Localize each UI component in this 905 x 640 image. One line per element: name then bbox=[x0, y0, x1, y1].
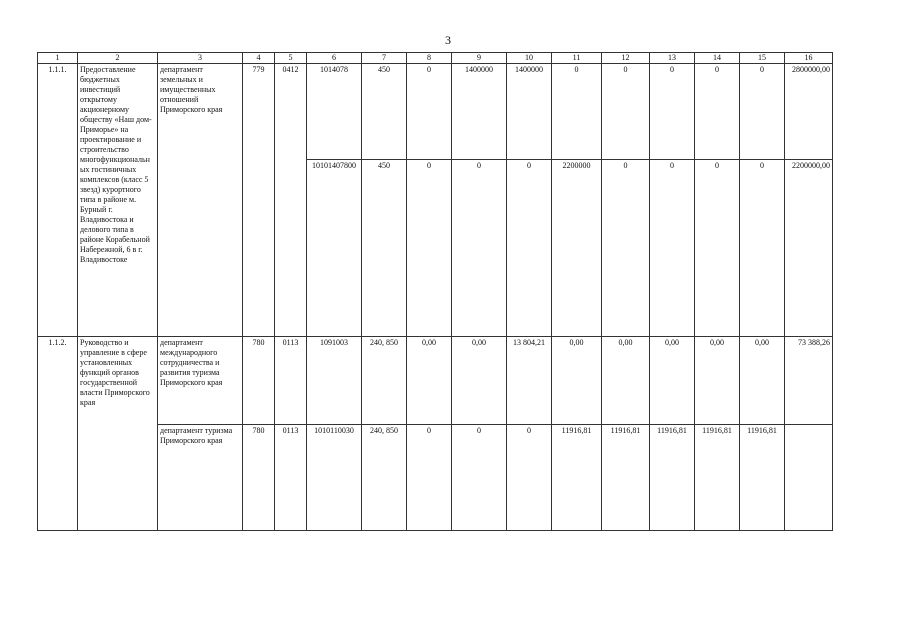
column-header: 16 bbox=[785, 53, 833, 64]
cell-c4: 779 bbox=[243, 64, 275, 337]
cell-c6: 1014078 bbox=[307, 64, 362, 160]
cell-c8: 0 bbox=[407, 160, 452, 337]
cell-c13: 0,00 bbox=[650, 337, 695, 425]
cell-c12: 0 bbox=[602, 64, 650, 160]
cell-c10: 0 bbox=[507, 425, 552, 531]
row-number: 1.1.1. bbox=[38, 64, 78, 337]
column-header: 8 bbox=[407, 53, 452, 64]
cell-c9: 0 bbox=[452, 425, 507, 531]
cell-c16: 2800000,00 bbox=[785, 64, 833, 160]
page-number: 3 bbox=[445, 33, 451, 47]
cell-c12: 0,00 bbox=[602, 337, 650, 425]
cell-c11: 11916,81 bbox=[552, 425, 602, 531]
cell-c11: 0,00 bbox=[552, 337, 602, 425]
cell-c7: 240, 850 bbox=[362, 425, 407, 531]
column-header: 10 bbox=[507, 53, 552, 64]
cell-c15: 0,00 bbox=[740, 337, 785, 425]
header-row bbox=[38, 53, 833, 64]
cell-c9: 0 bbox=[452, 160, 507, 337]
cell-c10: 13 804,21 bbox=[507, 337, 552, 425]
cell-c16: 2200000,00 bbox=[785, 160, 833, 337]
cell-c12: 0 bbox=[602, 160, 650, 337]
cell-c14: 11916,81 bbox=[695, 425, 740, 531]
cell-c9: 0,00 bbox=[452, 337, 507, 425]
column-header: 2 bbox=[78, 53, 158, 64]
cell-c16 bbox=[785, 425, 833, 531]
column-header: 6 bbox=[307, 53, 362, 64]
cell-c7: 450 bbox=[362, 160, 407, 337]
cell-c14: 0 bbox=[695, 160, 740, 337]
column-header: 11 bbox=[552, 53, 602, 64]
cell-c8: 0,00 bbox=[407, 337, 452, 425]
row-description: Предоставление бюджетных инвестиций открытому акционерному обществу «Наш дом-Приморье» на проектирование и строительство многофункциональных гостиничных комплексов (класс 5 звезд) курортного типа в районе м. Бурный г. Владивостока и делового типа в районе Корабельной Набережной, 6 в г. Владивостоке bbox=[78, 64, 158, 337]
cell-c8: 0 bbox=[407, 64, 452, 160]
cell-c15: 0 bbox=[740, 64, 785, 160]
column-header: 5 bbox=[275, 53, 307, 64]
cell-c6: 10101407800 bbox=[307, 160, 362, 337]
cell-c11: 0 bbox=[552, 64, 602, 160]
column-header: 12 bbox=[602, 53, 650, 64]
department-cell: департамент международного сотрудничества и развития туризма Приморского края bbox=[158, 337, 243, 425]
table-row bbox=[38, 337, 833, 425]
department-cell: департамент туризма Приморского края bbox=[158, 425, 243, 531]
cell-c15: 11916,81 bbox=[740, 425, 785, 531]
cell-c16: 73 388,26 bbox=[785, 337, 833, 425]
column-header: 1 bbox=[38, 53, 78, 64]
row-description: Руководство и управление в сфере установленных функций органов государственной власти Приморского края bbox=[78, 337, 158, 531]
column-header: 3 bbox=[158, 53, 243, 64]
row-number: 1.1.2. bbox=[38, 337, 78, 531]
cell-c14: 0 bbox=[695, 64, 740, 160]
cell-c10: 1400000 bbox=[507, 64, 552, 160]
cell-c5: 0113 bbox=[275, 337, 307, 425]
column-header: 4 bbox=[243, 53, 275, 64]
department-cell: департамент земельных и имущественных отношений Приморского края bbox=[158, 64, 243, 337]
column-header: 7 bbox=[362, 53, 407, 64]
cell-c7: 450 bbox=[362, 64, 407, 160]
table-row bbox=[38, 64, 833, 160]
cell-c13: 0 bbox=[650, 64, 695, 160]
column-header: 13 bbox=[650, 53, 695, 64]
column-header: 15 bbox=[740, 53, 785, 64]
cell-c4: 780 bbox=[243, 425, 275, 531]
cell-c13: 0 bbox=[650, 160, 695, 337]
cell-c4: 780 bbox=[243, 337, 275, 425]
budget-table bbox=[37, 52, 833, 531]
cell-c5: 0113 bbox=[275, 425, 307, 531]
cell-c12: 11916,81 bbox=[602, 425, 650, 531]
cell-c11: 2200000 bbox=[552, 160, 602, 337]
column-header: 14 bbox=[695, 53, 740, 64]
table-row bbox=[38, 425, 833, 531]
cell-c14: 0,00 bbox=[695, 337, 740, 425]
cell-c15: 0 bbox=[740, 160, 785, 337]
cell-c13: 11916,81 bbox=[650, 425, 695, 531]
cell-c6: 1010110030 bbox=[307, 425, 362, 531]
column-header: 9 bbox=[452, 53, 507, 64]
cell-c9: 1400000 bbox=[452, 64, 507, 160]
cell-c6: 1091003 bbox=[307, 337, 362, 425]
cell-c5: 0412 bbox=[275, 64, 307, 337]
cell-c7: 240, 850 bbox=[362, 337, 407, 425]
cell-c10: 0 bbox=[507, 160, 552, 337]
cell-c8: 0 bbox=[407, 425, 452, 531]
